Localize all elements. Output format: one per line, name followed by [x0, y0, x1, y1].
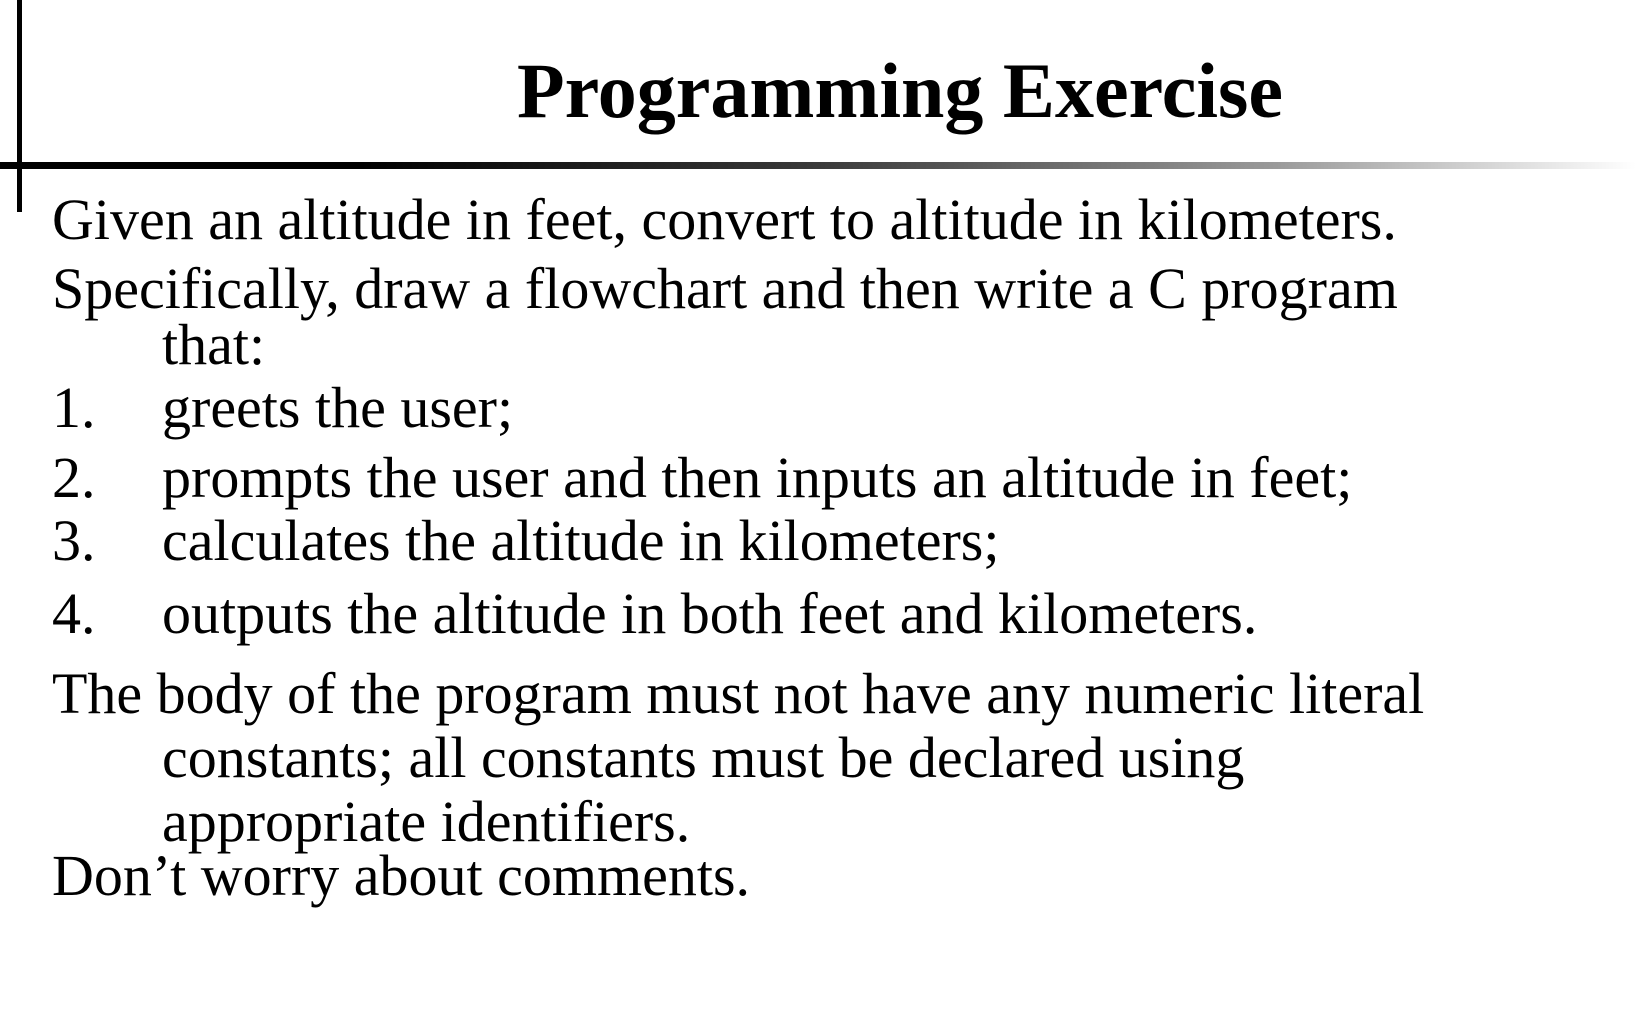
list-item: [52, 580, 1257, 648]
list-number: 1.: [52, 375, 96, 440]
list-text: greets the user;: [162, 375, 514, 440]
spec-line-2: that:: [162, 312, 266, 377]
spec-line-1: Specifically, draw a flowchart and then write a C program: [52, 256, 1398, 321]
constraint-line-2: constants; all constants must be declared using: [162, 725, 1245, 790]
intro-text: Given an altitude in feet, convert to altitude in kilometers.: [52, 187, 1397, 252]
list-text: calculates the altitude in kilometers;: [162, 508, 1000, 573]
list-text: prompts the user and then inputs an altitude in feet;: [162, 445, 1353, 510]
note-text: Don’t worry about comments.: [52, 843, 751, 908]
title-underline: [0, 162, 1636, 169]
constraint-line-3: appropriate identifiers.: [162, 789, 691, 854]
constraint-paragraph: [52, 660, 1424, 856]
slide-title: Programming Exercise: [516, 47, 1284, 134]
list-number: 2.: [52, 445, 96, 510]
constraint-line-1: The body of the program must not have any numeric literal: [52, 661, 1425, 726]
list-number: 4.: [52, 581, 96, 646]
spec-paragraph: [52, 255, 1398, 379]
list-item: [52, 374, 513, 442]
list-item: [52, 444, 1352, 512]
list-item: [52, 507, 1000, 575]
list-text: outputs the altitude in both feet and kilometers.: [162, 581, 1258, 646]
list-number: 3.: [52, 508, 96, 573]
